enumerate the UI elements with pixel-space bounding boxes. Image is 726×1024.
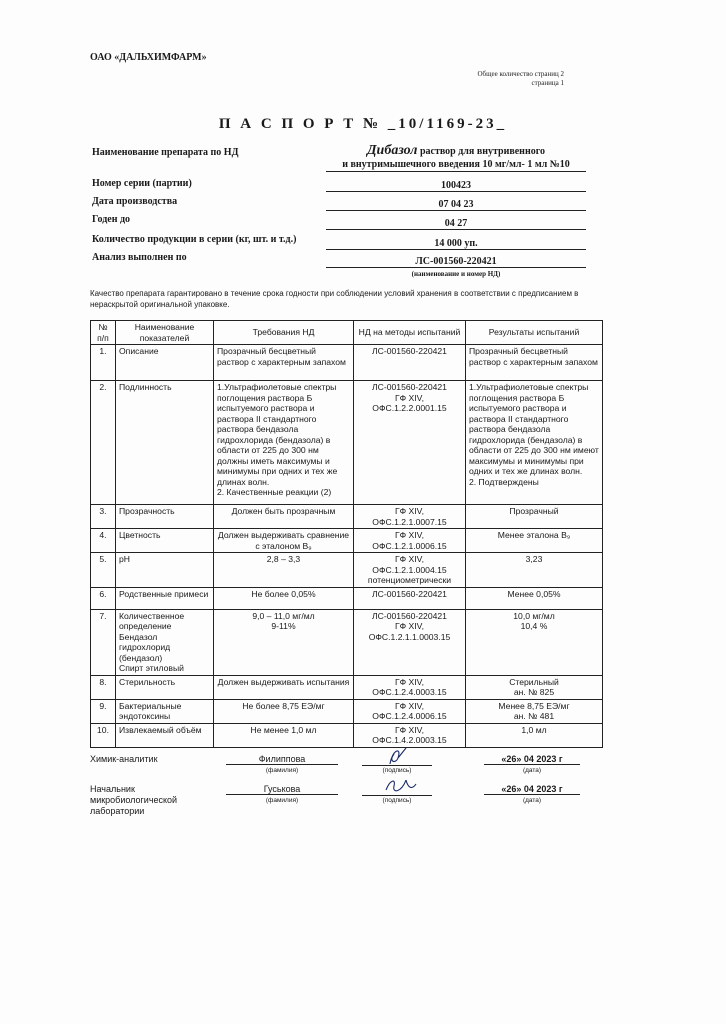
table-row [91, 609, 603, 675]
chemist-sign-line [362, 764, 432, 766]
row-result: Менее 0,05% [466, 587, 603, 609]
row-name: Подлинность [116, 381, 214, 505]
row-requirement: 1.Ультрафиолетовые спектры поглощения раствора Б испытуемого раствора и раствора II стандартного раствора бендазола гидрохлорида (бендазола) в области от 225 до 300 нм должны иметь максимумы и минимумы при одних и тех же длинах волн. 2. Качественные реакции (2) [214, 381, 354, 505]
row-method: ГФ XIV, ОФС.1.2.4.0003.15 [354, 675, 466, 699]
row-requirement: Не более 8,75 ЕЭ/мг [214, 699, 354, 723]
row-num: 10. [91, 723, 116, 747]
row-name: Цветность [116, 529, 214, 553]
row-method: ГФ XIV, ОФС.1.4.2.0003.15 [354, 723, 466, 747]
row-name: Описание [116, 345, 214, 381]
row-num: 2. [91, 381, 116, 505]
total-pages: Общее количество страниц 2 [477, 70, 564, 78]
row-num: 3. [91, 505, 116, 529]
row-result: Прозрачный [466, 505, 603, 529]
row-name: Количественное определение Бендазол гидрохлорид (бендазол) Спирт этиловый [116, 609, 214, 675]
row-name: Бактериальные эндотоксины [116, 699, 214, 723]
table-row [91, 587, 603, 609]
row-name: pH [116, 553, 214, 588]
qty-value: 14 000 уп. [326, 238, 586, 250]
drug-form-1: раствор для внутривенного [419, 146, 545, 157]
series-label: Номер серии (партии) [92, 178, 192, 189]
head-name: Гуськова [226, 784, 338, 795]
chemist-caption-sign: (подпись) [382, 767, 412, 774]
row-name: Стерильность [116, 675, 214, 699]
row-num: 6. [91, 587, 116, 609]
header-num: № п/п [91, 321, 116, 345]
row-requirement: Должен выдерживать испытания [214, 675, 354, 699]
head-caption-surname: (фамилия) [265, 797, 299, 804]
row-method: ЛС-001560-220421 [354, 587, 466, 609]
row-result: 1.Ультрафиолетовые спектры поглощения раствора Б испытуемого раствора и раствора II стандартного раствора бендазола гидрохлорида (бендазола) в области от 225 до 300 нм имеют максимумы и минимумы при одних и тех же длинах волн. 2. Подтверждены [466, 381, 603, 505]
chemist-caption-date: (дата) [522, 767, 542, 774]
drug-line-1 [326, 144, 586, 158]
analysis-value: ЛС-001560-220421 [326, 256, 586, 268]
row-name: Прозрачность [116, 505, 214, 529]
row-result: Прозрачный бесцветный раствор с характерным запахом [466, 345, 603, 381]
row-name: Родственные примеси [116, 587, 214, 609]
series-value: 100423 [326, 180, 586, 192]
row-result: 1,0 мл [466, 723, 603, 747]
analysis-caption: (наименование и номер НД) [411, 270, 501, 278]
row-result: Менее 8,75 ЕЭ/мг ан. № 481 [466, 699, 603, 723]
row-requirement: Должен быть прозрачным [214, 505, 354, 529]
prod-date-value: 07 04 23 [326, 199, 586, 211]
row-result: 3,23 [466, 553, 603, 588]
row-num: 9. [91, 699, 116, 723]
table-row [91, 529, 603, 553]
row-method: ГФ XIV, ОФС.1.2.4.0006.15 [354, 699, 466, 723]
header-results: Результаты испытаний [466, 321, 603, 345]
table-row [91, 381, 603, 505]
expiry-label: Годен до [92, 214, 131, 225]
signatures-block [0, 750, 726, 840]
row-requirement: Не менее 1,0 мл [214, 723, 354, 747]
table-row [91, 505, 603, 529]
row-num: 4. [91, 529, 116, 553]
prod-date-label: Дата производства [92, 196, 178, 207]
qty-label: Количество продукции в серии (кг, шт. и т.д.) [92, 234, 297, 245]
row-result: 10,0 мг/мл 10,4 % [466, 609, 603, 675]
chemist-label: Химик-аналитик [90, 754, 158, 764]
quality-note: Качество препарата гарантировано в течение срока годности при соблюдении условий хранения в соответствии с предписанием в нераскрытой оригинальной упаковке. [90, 289, 579, 309]
head-caption-date: (дата) [522, 797, 542, 804]
drug-name: Дибазол [366, 143, 418, 158]
analysis-label: Анализ выполнен по [92, 252, 187, 263]
row-method: ЛС-001560-220421 [354, 345, 466, 381]
drug-label: Наименование препарата по НД [92, 147, 239, 158]
results-table [90, 320, 603, 748]
row-requirement: 9,0 – 11,0 мг/мл 9-11% [214, 609, 354, 675]
row-method: ЛС-001560-220421 ГФ XIV, ОФС.1.2.1.1.0003.15 [354, 609, 466, 675]
row-method: ГФ XIV, ОФС.1.2.1.0004.15 потенциометрически [354, 553, 466, 588]
header-methods: НД на методы испытаний [354, 321, 466, 345]
page-number: страница 1 [531, 79, 564, 87]
row-requirement: Должен выдерживать сравнение с эталоном B₉ [214, 529, 354, 553]
row-method: ЛС-001560-220421 ГФ XIV, ОФС.1.2.2.0001.15 [354, 381, 466, 505]
row-name: Извлекаемый объём [116, 723, 214, 747]
row-method: ГФ XIV, ОФС.1.2.1.0006.15 [354, 529, 466, 553]
drug-form-2: и внутримышечного введения 10 мг/мл- 1 мл №10 [326, 158, 586, 172]
row-num: 1. [91, 345, 116, 381]
row-requirement: 2,8 – 3,3 [214, 553, 354, 588]
row-num: 5. [91, 553, 116, 588]
chemist-name: Филиппова [226, 754, 338, 765]
chemist-date: «26» 04 2023 г [484, 754, 580, 765]
table-row [91, 345, 603, 381]
row-result: Стерильный ан. № 825 [466, 675, 603, 699]
expiry-value: 04 27 [326, 218, 586, 230]
head-date: «26» 04 2023 г [484, 784, 580, 795]
row-requirement: Не более 0,05% [214, 587, 354, 609]
head-sign-line [362, 794, 432, 796]
table-row [91, 723, 603, 747]
row-result: Менее эталона B₉ [466, 529, 603, 553]
row-requirement: Прозрачный бесцветный раствор с характерным запахом [214, 345, 354, 381]
row-num: 8. [91, 675, 116, 699]
table-row [91, 675, 603, 699]
row-method: ГФ XIV, ОФС.1.2.1.0007.15 [354, 505, 466, 529]
chemist-caption-surname: (фамилия) [265, 767, 299, 774]
header-name: Наименование показателей [116, 321, 214, 345]
row-num: 7. [91, 609, 116, 675]
table-row [91, 553, 603, 588]
table-header-row [91, 321, 603, 345]
passport-title: П А С П О Р Т № _10/1169-23_ [218, 116, 508, 132]
page-count [472, 70, 564, 88]
head-label: Начальник микробиологической лаборатории [90, 784, 178, 816]
table-row [91, 699, 603, 723]
drug-name-block [326, 144, 586, 172]
header-requirements: Требования НД [214, 321, 354, 345]
head-caption-sign: (подпись) [382, 797, 412, 804]
company-name: ОАО «ДАЛЬХИМФАРМ» [90, 52, 207, 63]
